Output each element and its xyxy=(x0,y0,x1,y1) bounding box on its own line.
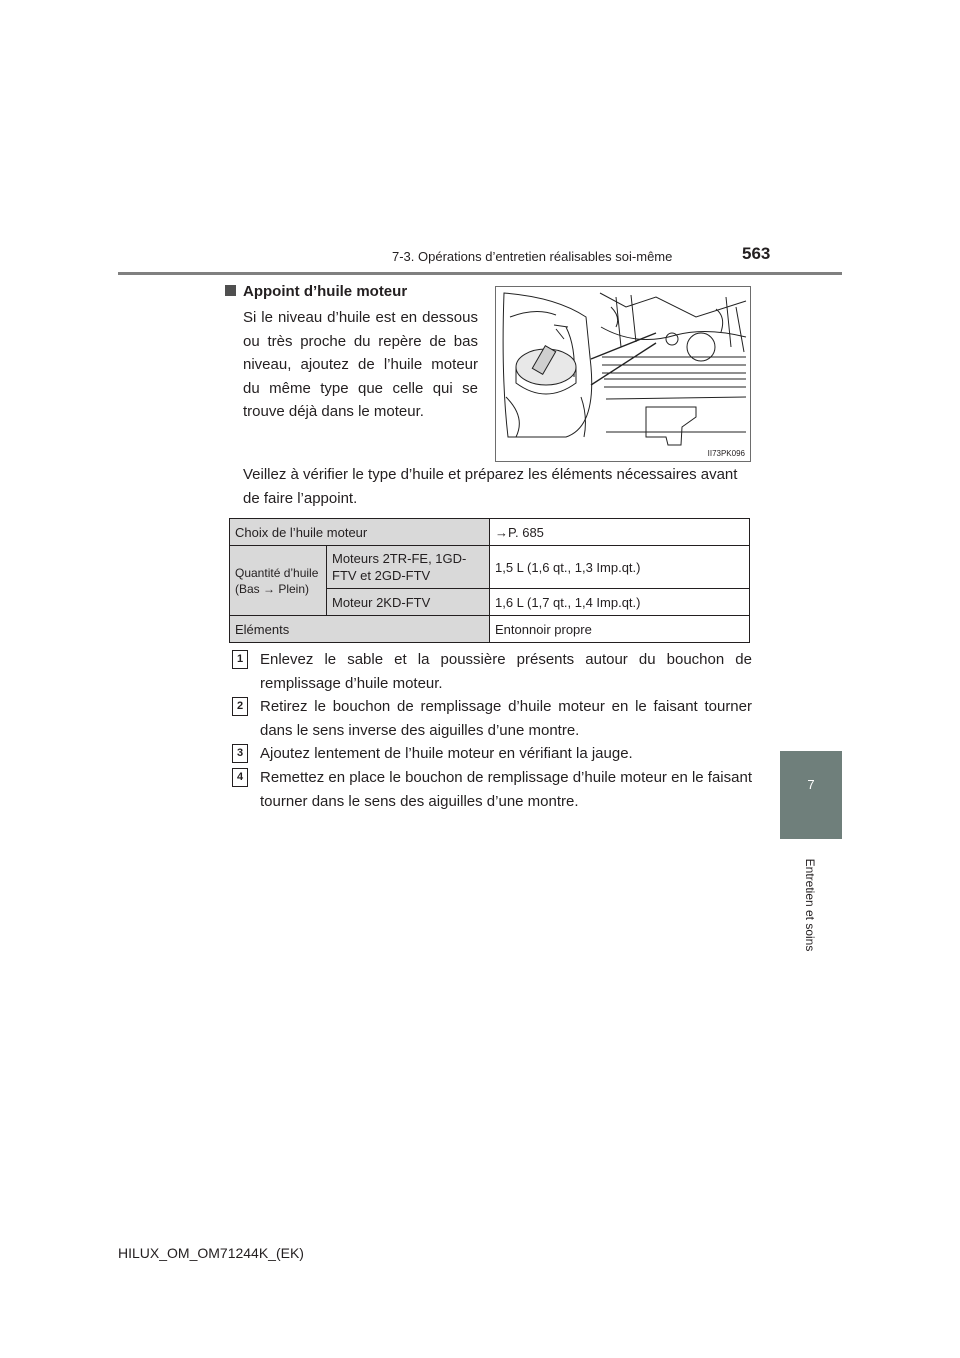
engine-group-1-label: Moteurs 2TR-FE, 1GD-FTV et 2GD-FTV xyxy=(327,546,490,589)
items-value: Entonnoir propre xyxy=(490,616,750,643)
oil-choice-value: →P. 685 xyxy=(490,519,750,546)
step-number-badge: 4 xyxy=(232,768,248,787)
step-number-badge: 3 xyxy=(232,744,248,763)
step-3 xyxy=(232,742,752,766)
table-row xyxy=(230,519,750,546)
table-row xyxy=(230,616,750,643)
oil-choice-label: Choix de l’huile moteur xyxy=(230,519,490,546)
engine-group-2-value: 1,6 L (1,7 qt., 1,4 Imp.qt.) xyxy=(490,589,750,616)
step-text: Ajoutez lentement de l’huile moteur en vérifiant la jauge. xyxy=(260,745,633,762)
step-2 xyxy=(232,695,752,743)
document-footer: HILUX_OM_OM71244K_(EK) xyxy=(118,1245,304,1261)
engine-illustration xyxy=(495,286,751,462)
intro-paragraph: Si le niveau d’huile est en dessous ou très proche du repère de bas niveau, ajoutez de l’huile moteur du même type que celle qui se trouve déjà dans le moteur. xyxy=(243,309,478,420)
spec-table xyxy=(229,518,750,643)
step-text: Enlevez le sable et la poussière présents autour du bouchon de remplissage d’huile moteur. xyxy=(260,651,752,692)
engine-group-2-label: Moteur 2KD-FTV xyxy=(327,589,490,616)
engine-oil-cap-drawing-icon xyxy=(496,287,750,461)
page-number: 563 xyxy=(742,244,771,263)
step-1 xyxy=(232,648,752,696)
oil-quantity-label: Quantité d’huile (Bas → Plein) xyxy=(230,546,327,616)
table-row xyxy=(230,546,750,589)
chapter-tab xyxy=(780,751,842,839)
step-text: Retirez le bouchon de remplissage d’huile moteur en le faisant tourner dans le sens inverse des aiguilles d’une montre. xyxy=(260,698,752,739)
items-label: Eléments xyxy=(230,616,490,643)
running-header: 7-3. Opérations d’entretien réalisables soi-même xyxy=(392,249,673,264)
step-number-badge: 2 xyxy=(232,697,248,716)
step-4 xyxy=(232,766,752,814)
chapter-label-text: Entretien et soins xyxy=(803,858,817,952)
step-text: Remettez en place le bouchon de remplissage d’huile moteur en le faisant tourner dans le sens des aiguilles d’une montre. xyxy=(260,769,752,810)
chapter-label xyxy=(800,848,818,958)
square-bullet-icon xyxy=(225,285,236,296)
section-heading xyxy=(225,283,407,300)
engine-group-1-value: 1,5 L (1,6 qt., 1,3 Imp.qt.) xyxy=(490,546,750,589)
step-number-badge: 1 xyxy=(232,650,248,669)
note-paragraph: Veillez à vérifier le type d’huile et préparez les éléments nécessaires avant de faire l’appoint. xyxy=(243,466,738,507)
chapter-number: 7 xyxy=(807,777,815,792)
figure-code: II73PK096 xyxy=(707,449,745,458)
header-divider xyxy=(118,272,842,275)
section-heading-text: Appoint d’huile moteur xyxy=(243,283,408,300)
